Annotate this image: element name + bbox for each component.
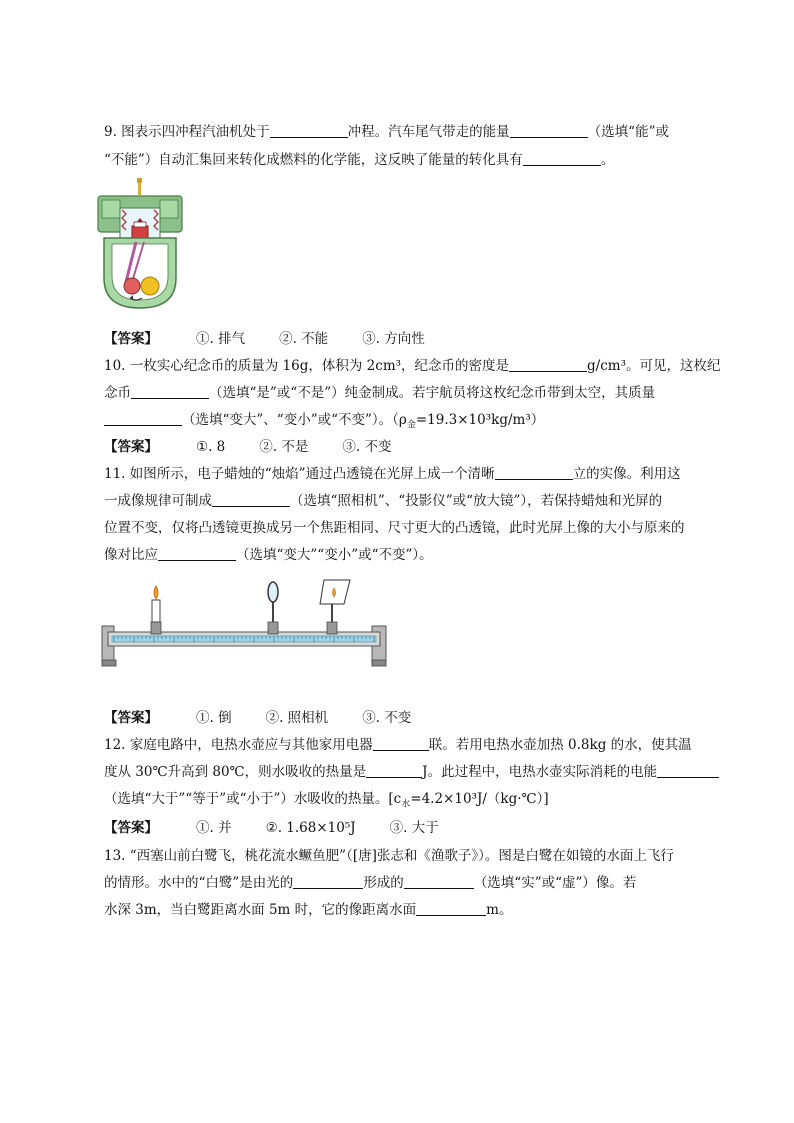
q13-line-2 [104, 873, 636, 893]
q9-text: （选填“能”或 [587, 124, 669, 140]
q13-line-1 [104, 846, 674, 866]
q12-answer [104, 818, 439, 838]
flame-icon [154, 586, 158, 599]
answer-item: ①. 排气 [196, 331, 246, 347]
answer-item: ②. 照相机 [265, 710, 329, 726]
q10-line-3 [104, 410, 544, 436]
q12-text: 联。若用电热水壶加热 0.8kg 的水，使其温 [428, 737, 692, 753]
engine-figure [96, 178, 188, 312]
q13-text: （选填“实”或“虚”）像。若 [473, 875, 637, 891]
q9-text: 冲程。汽车尾气带走的能量 [347, 124, 510, 140]
q11-answer [104, 708, 411, 728]
optical-bench-figure [100, 578, 392, 672]
q11-text: （选填“照相机”、“投影仪”或“放大镜”），若保持蜡烛和光屏的 [290, 493, 663, 509]
q11-blank-3[interactable] [158, 546, 236, 561]
q13-text: 13. “西塞山前白鹭飞，桃花流水鳜鱼肥”（[唐]张志和《渔歌子》）。图是白鹭在如镜的水面上飞行 [104, 848, 674, 864]
answer-item: ①. 并 [196, 820, 232, 836]
q10-text: 念币 [104, 385, 131, 401]
q10-text: （选填“变大”、“变小”或“不变”）。（ρ [182, 412, 407, 428]
q10-line-2 [104, 383, 655, 403]
q11-line-3 [104, 518, 685, 538]
q9-blank-1[interactable] [270, 123, 348, 138]
q11-text: 像对比应 [104, 547, 158, 563]
spark-plug-icon [137, 178, 142, 183]
q11-line-2 [104, 491, 662, 511]
q9-blank-3[interactable] [523, 151, 601, 166]
q13-blank-1[interactable] [293, 874, 363, 889]
q13-line-3 [104, 900, 512, 920]
q12-text: 度从 30℃升高到 80℃，则水吸收的热量是 [104, 764, 367, 780]
q11-text: 11. 如图所示，电子蜡烛的“烛焰”通过凸透镜在光屏上成一个清晰 [104, 466, 495, 482]
q12-line-2 [104, 762, 719, 782]
answer-item: ②. 1.68×10⁵J [265, 820, 356, 836]
q10-text: =19.3×10³kg/m³） [415, 412, 545, 428]
q12-subscript: 水 [401, 799, 411, 810]
answer-item: ③. 大于 [389, 820, 439, 836]
answer-item: ①. 8 [196, 439, 226, 455]
q11-line-4 [104, 545, 433, 565]
candle-icon [152, 600, 160, 622]
q11-text: 位置不变，仅将凸透镜更换成另一个焦距相同、尺寸更大的凸透镜，此时光屏上像的大小与原来的 [104, 520, 685, 536]
q10-subscript: 金 [406, 420, 416, 431]
q11-text: 立的实像。利用这 [572, 466, 681, 482]
q11-blank-1[interactable] [495, 465, 573, 480]
answer-item: ③. 不变 [362, 710, 412, 726]
q13-text: 形成的 [363, 875, 404, 891]
q12-text: （选填“大于”“等于”或“小于”）水吸收的热量。[c [104, 791, 402, 807]
q13-blank-2[interactable] [404, 874, 474, 889]
q13-text: m。 [486, 902, 513, 918]
q10-line-1 [104, 356, 721, 376]
q11-blank-2[interactable] [212, 492, 290, 507]
q9-line-1 [104, 122, 669, 142]
q9-line-2 [104, 150, 614, 170]
q12-line-1 [104, 735, 692, 755]
answer-label: 【答案】 [104, 331, 158, 347]
answer-label: 【答案】 [104, 710, 158, 726]
answer-item: ①. 倒 [196, 710, 232, 726]
q9-blank-2[interactable] [510, 123, 588, 138]
q12-text: =4.2×10³J/（kg·℃）] [410, 791, 549, 807]
q10-blank-2[interactable] [131, 384, 209, 399]
q13-text: 的情形。水中的“白鹭”是由光的 [104, 875, 294, 891]
answer-item: ②. 不是 [259, 439, 309, 455]
q9-answer [104, 329, 425, 349]
q9-text: “不能”）自动汇集回来转化成燃料的化学能，这反映了能量的转化具有 [104, 152, 523, 168]
answer-label: 【答案】 [104, 820, 158, 836]
q12-blank-3[interactable] [657, 763, 719, 778]
q10-answer [104, 437, 391, 457]
q13-text: 水深 3m，当白鹭距离水面 5m 时，它的像距离水面 [104, 902, 417, 918]
q11-text: （选填“变大”“变小”或“不变”）。 [236, 547, 433, 563]
q12-text: 12. 家庭电路中，电热水壶应与其他家用电器 [104, 737, 373, 753]
answer-label: 【答案】 [104, 439, 158, 455]
q10-text: g/cm³。可见，这枚纪 [587, 358, 721, 374]
q10-blank-1[interactable] [509, 357, 587, 372]
q10-text: 10. 一枚实心纪念币的质量为 16g，体积为 2cm³，纪念币的密度是 [104, 358, 510, 374]
q13-blank-3[interactable] [416, 901, 486, 916]
q12-line-3 [104, 789, 549, 815]
lens-icon [268, 582, 278, 602]
q10-blank-3[interactable] [104, 411, 182, 426]
answer-item: ②. 不能 [279, 331, 329, 347]
q11-line-1 [104, 464, 681, 484]
answer-item: ③. 方向性 [362, 331, 425, 347]
q9-text: 9. 图表示四冲程汽油机处于 [104, 124, 270, 140]
q9-text: 。 [600, 152, 615, 168]
q12-blank-1[interactable] [373, 736, 429, 751]
answer-item: ③. 不变 [342, 439, 392, 455]
q12-text: J。此过程中，电热水壶实际消耗的电能 [422, 764, 658, 780]
q10-text: （选填“是”或“不是”）纯金制成。若宇航员将这枚纪念币带到太空，其质量 [209, 385, 656, 401]
q11-text: 一成像规律可制成 [104, 493, 212, 509]
q12-blank-2[interactable] [366, 763, 422, 778]
